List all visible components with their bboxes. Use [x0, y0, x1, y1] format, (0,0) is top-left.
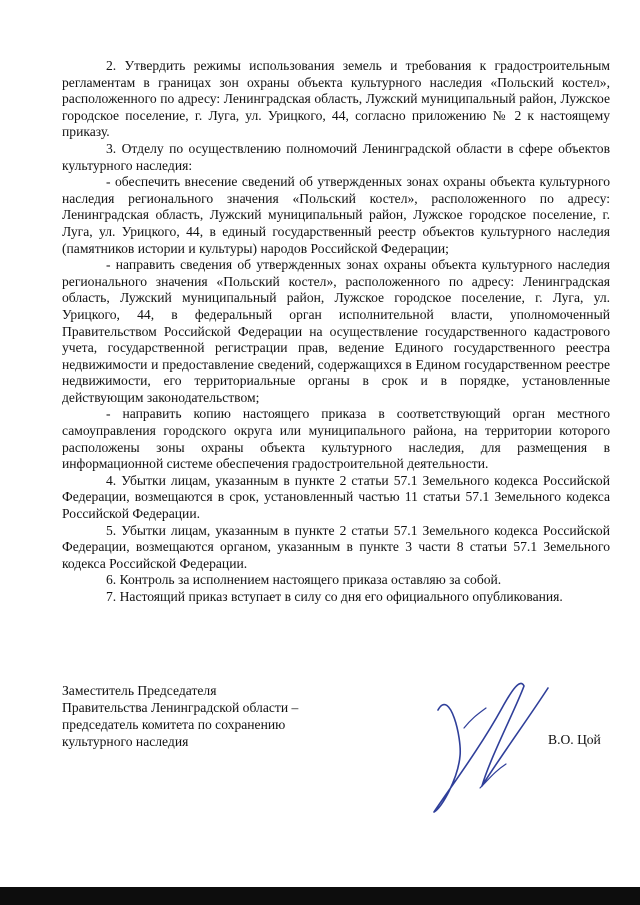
signatory-position [62, 682, 362, 750]
order-item-6: 6. Контроль за исполнением настоящего приказа оставляю за собой. [106, 572, 502, 588]
order-subitem-municipality: - направить копию настоящего приказа в соответствующий орган местного самоуправления городского округа или муниципального района, на территории которого расположены зоны охраны объекта культурного наследия, для размещения в информационной системе обеспечения градостроительной деятельности. [62, 406, 610, 472]
signatory-position-line: Правительства Ленинградской области – [62, 700, 299, 715]
handwritten-signature [420, 668, 560, 818]
signatory-name: В.О. Цой [548, 732, 601, 747]
signatory-position-line: культурного наследия [62, 734, 189, 749]
order-item-3: 3. Отделу по осуществлению полномочий Ленинградской области в сфере объектов культурного наследия: [62, 140, 610, 173]
order-subitem-register: - обеспечить внесение сведений об утвержденных зонах охраны объекта культурного наследия регионального значения «Польский костел», расположенного по адресу: Ленинградская область, Лужский муниципальный район, Лужское городское поселение, г. Луга, ул. Урицкого, 44, в единый государственный реестр объектов культурного наследия (памятников истории и культуры) народов Российской Федерации; [62, 174, 610, 256]
scan-edge-bar [0, 887, 640, 905]
signatory-position-line: Заместитель Председателя [62, 683, 217, 698]
order-item-7: 7. Настоящий приказ вступает в силу со дня его официального опубликования. [106, 589, 563, 604]
order-item-5: 5. Убытки лицам, указанным в пункте 2 статьи 57.1 Земельного кодекса Российской Федерации, возмещаются органом, указанным в пункте 3 части 8 статьи 57.1 Земельного кодекса Российской Федерации. [62, 522, 610, 571]
order-body [62, 58, 610, 606]
order-subitem-cadastre: - направить сведения об утвержденных зонах охраны объекта культурного наследия регионального значения «Польский костел», расположенного по адресу: Ленинградская область, Лужский муниципальный район, Лужское городское поселение, г. Луга, ул. Урицкого, 44, в федеральный орган исполнительной власти, уполномоченный Правительством Российской Федерации на осуществление государственного кадастрового учета, государственной регистрации прав, ведение Единого государственного реестра недвижимости и предоставление сведений, содержащихся в Едином государственном реестре недвижимости, его территориальные органы в срок и в порядке, установленные действующим законодательством; [62, 257, 610, 405]
order-item-4: 4. Убытки лицам, указанным в пункте 2 статьи 57.1 Земельного кодекса Российской Федерации, возмещаются в срок, установленный частью 11 статьи 57.1 Земельного кодекса Российской Федерации. [62, 472, 610, 522]
signatory-position-line: председатель комитета по сохранению [62, 717, 286, 732]
order-item-2: 2. Утвердить режимы использования земель и требования к градостроительным регламентам в границах зон охраны объекта культурного наследия «Польский костел», расположенного по адресу: Ленинградская область, Лужский муниципальный район, Лужское городское поселение, г. Луга, ул. Урицкого, 44, согласно приложению № 2 к настоящему приказу. [62, 58, 610, 140]
